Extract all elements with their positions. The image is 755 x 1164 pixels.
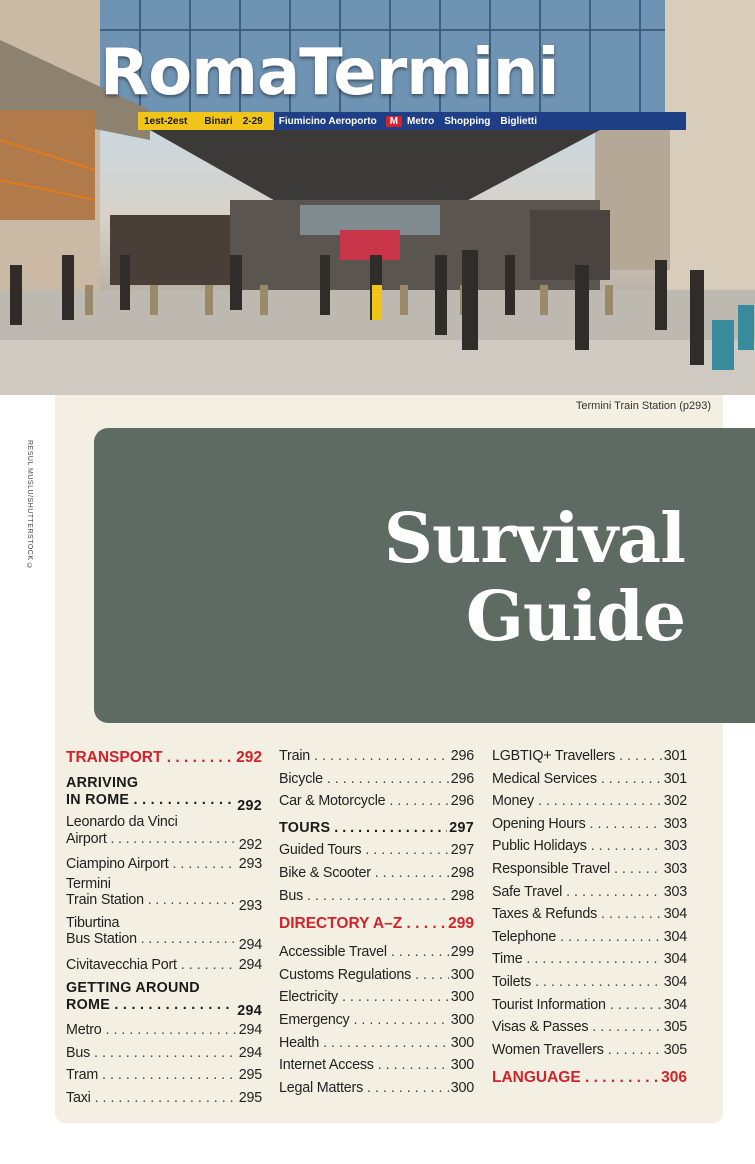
toc-entry[interactable] bbox=[66, 775, 262, 814]
toc-entry[interactable] bbox=[492, 881, 687, 904]
toc-entry-label: Legal Matters . . . bbox=[279, 1077, 449, 1100]
toc-column-1 bbox=[66, 745, 262, 1110]
title-line-2: Guide bbox=[465, 577, 685, 657]
toc-entry[interactable] bbox=[492, 768, 687, 791]
toc-entry[interactable] bbox=[492, 813, 687, 836]
toc-entry-page: 303 bbox=[663, 883, 687, 900]
toc-entry-page: 292 bbox=[238, 836, 262, 853]
toc-entry[interactable] bbox=[279, 817, 474, 840]
toc-entry-page: 295 bbox=[238, 1089, 262, 1106]
toc-entry-label: Tram . . . bbox=[66, 1064, 237, 1087]
toc-entry[interactable] bbox=[66, 1087, 262, 1110]
toc-entry-label: Money . . . bbox=[492, 790, 662, 813]
toc-entry[interactable] bbox=[279, 745, 474, 768]
station-sign-bar bbox=[138, 112, 686, 130]
toc-entry[interactable] bbox=[492, 1016, 687, 1039]
toc-entry-label: Responsible Travel . . . bbox=[492, 858, 662, 881]
toc-entry-page: 298 bbox=[450, 864, 474, 881]
toc-entry-label: Medical Services . . . bbox=[492, 768, 662, 791]
toc-entry-label bbox=[66, 814, 237, 853]
toc-entry[interactable] bbox=[279, 1054, 474, 1077]
toc-entry-label: Bus . . . bbox=[66, 1042, 237, 1065]
toc-entry[interactable] bbox=[492, 745, 687, 768]
toc-entry[interactable] bbox=[492, 948, 687, 971]
page-title bbox=[384, 500, 685, 656]
toc-entry[interactable] bbox=[66, 1042, 262, 1065]
toc-entry-label: Toilets . . . bbox=[492, 971, 662, 994]
toc-gap bbox=[492, 1091, 687, 1095]
toc-entry-page: 295 bbox=[238, 1067, 262, 1084]
toc-entry[interactable] bbox=[66, 1019, 262, 1042]
toc-entry[interactable] bbox=[66, 954, 262, 977]
toc-entry-page: 294 bbox=[238, 956, 262, 973]
toc-entry[interactable] bbox=[66, 1064, 262, 1087]
toc-entry-page: 294 bbox=[238, 1022, 262, 1039]
toc-entry[interactable] bbox=[66, 853, 262, 876]
toc-entry-page: 306 bbox=[661, 1069, 687, 1087]
toc-entry[interactable] bbox=[492, 994, 687, 1017]
toc-entry[interactable] bbox=[492, 1065, 687, 1091]
toc-entry-page: 293 bbox=[238, 856, 262, 872]
toc-entry-page: 299 bbox=[450, 944, 474, 961]
toc-entry-label: Safe Travel . . . bbox=[492, 881, 662, 904]
toc-entry-page: 300 bbox=[450, 1011, 474, 1028]
toc-entry-label: Bicycle . . . bbox=[279, 768, 449, 791]
toc-entry-page: 294 bbox=[237, 1002, 262, 1019]
toc-entry-page: 297 bbox=[450, 842, 474, 859]
toc-entry[interactable] bbox=[279, 885, 474, 908]
toc-column-2 bbox=[279, 745, 474, 1099]
toc-entry-page: 305 bbox=[663, 1041, 687, 1058]
toc-entry-page: 304 bbox=[663, 906, 687, 923]
toc-entry-page: 301 bbox=[663, 770, 687, 787]
toc-entry-label: Health . . . bbox=[279, 1032, 449, 1055]
toc-entry[interactable] bbox=[279, 986, 474, 1009]
metro-icon: M bbox=[386, 116, 402, 127]
toc-entry-page: 300 bbox=[450, 966, 474, 983]
toc-entry-label bbox=[66, 775, 235, 814]
toc-entry[interactable] bbox=[279, 768, 474, 791]
toc-entry-label: LGBTIQ+ Travellers . . . bbox=[492, 745, 662, 768]
toc-entry-label: Customs Regulations . . . bbox=[279, 964, 449, 987]
toc-entry-page: 300 bbox=[450, 1057, 474, 1074]
title-line-1: Survival bbox=[383, 499, 685, 579]
toc-entry-label: Time . . . bbox=[492, 948, 662, 971]
toc-entry[interactable] bbox=[279, 911, 474, 937]
toc-entry-label: Bike & Scooter . . . bbox=[279, 862, 449, 885]
toc-entry-label: Bus . . . bbox=[279, 885, 449, 908]
toc-entry[interactable] bbox=[279, 941, 474, 964]
toc-entry-page: 298 bbox=[450, 887, 474, 904]
toc-entry-page: 304 bbox=[663, 951, 687, 968]
toc-entry-label: TOURS . . . bbox=[279, 817, 447, 840]
toc-entry[interactable] bbox=[66, 980, 262, 1019]
toc-entry-label: Train . . . bbox=[279, 745, 449, 768]
toc-entry-label: TRANSPORT . . . bbox=[66, 745, 234, 771]
toc-entry-page: 304 bbox=[663, 973, 687, 990]
toc-entry[interactable] bbox=[279, 1032, 474, 1055]
toc-entry-label: Emergency . . . bbox=[279, 1009, 449, 1032]
sign-binari: Binari 2-29 bbox=[193, 112, 273, 130]
toc-entry-label-line1: GETTING AROUND bbox=[66, 980, 200, 997]
toc-entry[interactable] bbox=[492, 926, 687, 949]
sign-shopping: Shopping bbox=[444, 115, 491, 127]
toc-entry[interactable] bbox=[279, 1077, 474, 1100]
sign-left: 1est-2est bbox=[138, 112, 193, 130]
toc-entry[interactable] bbox=[279, 1009, 474, 1032]
toc-entry-page: 292 bbox=[237, 797, 262, 814]
toc-entry-page: 305 bbox=[663, 1019, 687, 1036]
toc-entry-page: 300 bbox=[450, 1079, 474, 1096]
toc-column-3 bbox=[492, 745, 687, 1095]
toc-entry-label-line2: Bus Station . . . bbox=[66, 931, 237, 948]
toc-entry-label-line1: ARRIVING bbox=[66, 775, 139, 791]
title-box bbox=[94, 428, 755, 723]
sign-metro: Metro bbox=[407, 115, 435, 127]
toc-entry-page: 303 bbox=[663, 838, 687, 855]
toc-entry-page: 294 bbox=[238, 937, 262, 954]
toc-entry-page: 293 bbox=[238, 898, 262, 915]
toc-entry-label-line2: Train Station . . . bbox=[66, 892, 237, 909]
toc-entry[interactable] bbox=[66, 745, 262, 771]
toc-entry-label bbox=[66, 876, 237, 915]
toc-entry-label: Taxes & Refunds . . . bbox=[492, 903, 662, 926]
toc-entry-label: Tourist Information . . . bbox=[492, 994, 662, 1017]
toc-entry-label bbox=[66, 980, 235, 1019]
toc-entry-page: 304 bbox=[663, 996, 687, 1013]
toc-entry-page: 292 bbox=[236, 749, 262, 766]
toc-entry-label-line1: Termini bbox=[66, 875, 111, 892]
toc-entry[interactable] bbox=[492, 903, 687, 926]
toc-entry-label: Ciampino Airport . . . bbox=[66, 853, 237, 876]
toc-entry[interactable] bbox=[492, 835, 687, 858]
sign-biglietti: Biglietti bbox=[500, 115, 538, 127]
toc-entry-label: Taxi . . . bbox=[66, 1087, 237, 1110]
toc-entry-label: Women Travellers . . . bbox=[492, 1039, 662, 1062]
photo-credit: RESUL MUSLU/SHUTTERSTOCK © bbox=[26, 440, 33, 571]
toc-entry-page: 296 bbox=[450, 748, 474, 764]
toc-entry[interactable] bbox=[279, 862, 474, 885]
toc-entry-label-line1: Leonardo da Vinci bbox=[66, 814, 178, 830]
toc-entry[interactable] bbox=[279, 839, 474, 862]
toc-entry-label-line2: IN ROME . . . bbox=[66, 792, 235, 809]
toc-entry-page: 300 bbox=[450, 1034, 474, 1051]
toc-entry[interactable] bbox=[492, 858, 687, 881]
toc-entry[interactable] bbox=[279, 790, 474, 813]
toc-entry-page: 300 bbox=[450, 989, 474, 1006]
roma-termini-sign: RomaTermini bbox=[100, 36, 559, 110]
toc-entry-label: Visas & Passes . . . bbox=[492, 1016, 662, 1039]
hero-photo bbox=[0, 0, 755, 395]
toc-entry-page: 301 bbox=[663, 748, 687, 764]
toc-entry-page: 294 bbox=[238, 1044, 262, 1061]
toc-entry-page: 299 bbox=[448, 915, 474, 933]
toc-entry-label: Car & Motorcycle . . . bbox=[279, 790, 449, 813]
toc-entry-page: 296 bbox=[450, 793, 474, 810]
toc-entry-page: 296 bbox=[450, 770, 474, 787]
toc-entry-label: Metro . . . bbox=[66, 1019, 237, 1042]
toc-entry-label: Guided Tours . . . bbox=[279, 839, 449, 862]
toc-entry-label-line2: ROME . . . bbox=[66, 997, 235, 1014]
toc-entry-page: 302 bbox=[663, 793, 687, 810]
toc-entry-page: 303 bbox=[663, 815, 687, 832]
toc-entry-page: 297 bbox=[449, 819, 474, 836]
toc-entry-label: DIRECTORY A–Z . . . bbox=[279, 911, 446, 937]
toc-entry-label: Internet Access . . . bbox=[279, 1054, 449, 1077]
photo-caption: Termini Train Station (p293) bbox=[575, 400, 711, 412]
toc-entry[interactable] bbox=[279, 964, 474, 987]
toc-entry[interactable] bbox=[492, 971, 687, 994]
toc-entry-label-line1: Tiburtina bbox=[66, 914, 120, 931]
toc-entry[interactable] bbox=[66, 814, 262, 853]
toc-entry-label: Electricity . . . bbox=[279, 986, 449, 1009]
toc-entry-label bbox=[66, 915, 237, 954]
toc-entry[interactable] bbox=[492, 790, 687, 813]
toc-entry-label: Opening Hours . . . bbox=[492, 813, 662, 836]
toc-entry-label: Accessible Travel . . . bbox=[279, 941, 449, 964]
toc-entry-label: LANGUAGE . . . bbox=[492, 1065, 659, 1091]
toc-entry-page: 303 bbox=[663, 860, 687, 877]
toc-entry-label: Public Holidays . . . bbox=[492, 835, 662, 858]
toc-entry-label-line2: Airport . . . bbox=[66, 831, 237, 848]
toc-entry-page: 304 bbox=[663, 928, 687, 945]
toc-entry[interactable] bbox=[66, 915, 262, 954]
toc-entry[interactable] bbox=[66, 876, 262, 915]
sign-fiumicino: Fiumicino Aeroporto bbox=[278, 115, 377, 127]
toc-entry-label: Telephone . . . bbox=[492, 926, 662, 949]
toc-entry-label: Civitavecchia Port . . . bbox=[66, 954, 237, 977]
toc-entry[interactable] bbox=[492, 1039, 687, 1062]
